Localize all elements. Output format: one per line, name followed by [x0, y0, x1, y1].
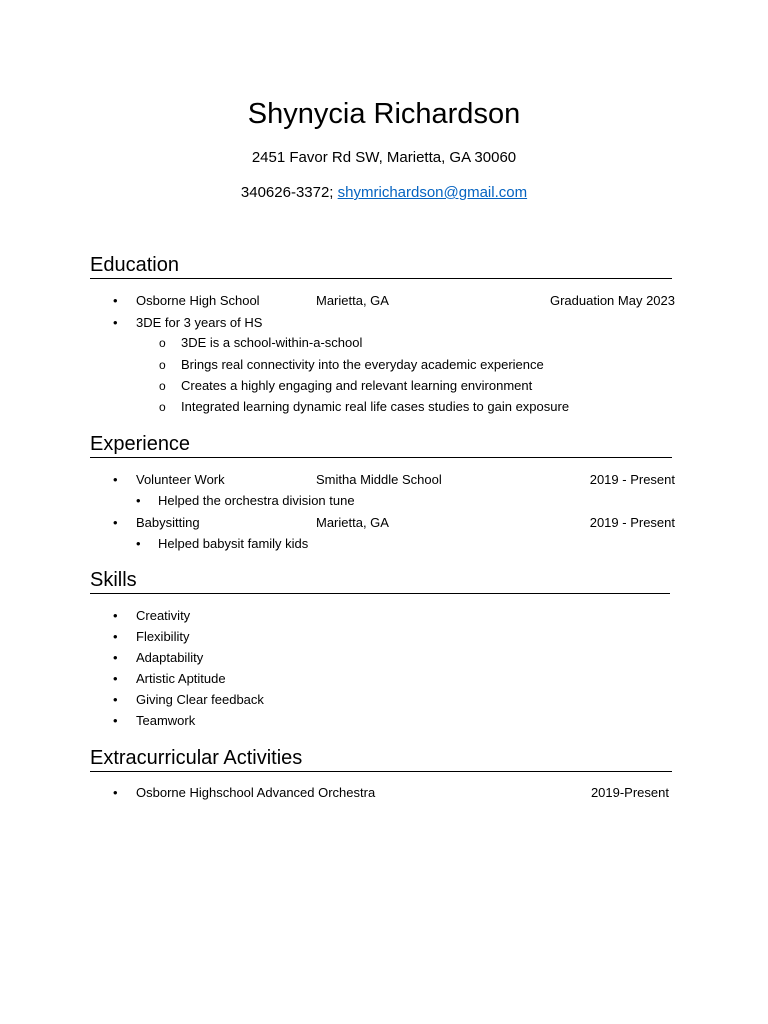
- bullet-icon: •: [113, 692, 118, 707]
- skill-item: [0, 712, 768, 730]
- skill-label: Artistic Aptitude: [136, 671, 226, 686]
- program-name: 3DE for 3 years of HS: [136, 315, 263, 330]
- bullet-icon: •: [113, 515, 118, 530]
- skill-label: Adaptability: [136, 650, 204, 665]
- job-detail: Helped the orchestra division tune: [158, 493, 355, 508]
- bullet-icon: •: [113, 608, 118, 623]
- contact-line: [0, 183, 768, 203]
- education-detail: Integrated learning dynamic real life cases studies to gain exposure: [181, 399, 570, 414]
- skill-label: Giving Clear feedback: [136, 692, 264, 707]
- activity-dates: 2019-Present: [590, 785, 669, 800]
- job-dates: 2019 - Present: [589, 472, 675, 487]
- section-title-skills: Skills: [90, 567, 670, 594]
- education-school-row: [0, 292, 768, 310]
- email-link[interactable]: shymrichardson@gmail.com: [337, 184, 528, 201]
- skill-label: Teamwork: [136, 713, 196, 728]
- bullet-icon: •: [113, 293, 118, 308]
- circle-bullet-icon: o: [159, 379, 166, 393]
- job-role: Babysitting: [136, 515, 200, 530]
- address-line: 2451 Favor Rd SW, Marietta, GA 30060: [251, 149, 517, 166]
- circle-bullet-icon: o: [159, 358, 166, 372]
- skill-item: [0, 607, 768, 625]
- education-detail: Creates a highly engaging and relevant learning environment: [181, 378, 533, 393]
- phone-number: 340626-3372;: [240, 184, 334, 201]
- education-detail: 3DE is a school-within-a-school: [181, 335, 363, 350]
- education-detail: Brings real connectivity into the everyday academic experience: [181, 357, 544, 372]
- skill-label: Creativity: [136, 608, 191, 623]
- skill-item: [0, 628, 768, 646]
- job-place: Smitha Middle School: [316, 472, 442, 487]
- skill-label: Flexibility: [136, 629, 190, 644]
- bullet-icon: •: [113, 785, 118, 800]
- experience-detail-row: [0, 535, 768, 553]
- school-location: Marietta, GA: [316, 293, 389, 308]
- bullet-icon: •: [113, 650, 118, 665]
- job-place: Marietta, GA: [316, 515, 389, 530]
- job-role: Volunteer Work: [136, 472, 225, 487]
- circle-bullet-icon: o: [159, 400, 166, 414]
- section-title-experience: Experience: [90, 431, 672, 458]
- bullet-icon: •: [136, 536, 141, 551]
- bullet-icon: •: [113, 472, 118, 487]
- activity-name: Osborne Highschool Advanced Orchestra: [136, 785, 376, 800]
- job-dates: 2019 - Present: [589, 515, 675, 530]
- experience-row: [0, 471, 768, 489]
- section-title-extracurricular: Extracurricular Activities: [90, 745, 672, 772]
- skill-item: [0, 691, 768, 709]
- experience-detail-row: [0, 492, 768, 510]
- section-title-education: Education: [90, 252, 672, 279]
- education-program-row: [0, 314, 768, 332]
- education-detail-row: [0, 377, 768, 395]
- experience-row: [0, 514, 768, 532]
- job-detail: Helped babysit family kids: [158, 536, 309, 551]
- skill-item: [0, 670, 768, 688]
- education-detail-row: [0, 334, 768, 352]
- extracurricular-row: [0, 784, 768, 802]
- school-name: Osborne High School: [136, 293, 260, 308]
- bullet-icon: •: [113, 713, 118, 728]
- education-detail-row: [0, 398, 768, 416]
- skill-item: [0, 649, 768, 667]
- bullet-icon: •: [136, 493, 141, 508]
- circle-bullet-icon: o: [159, 336, 166, 350]
- bullet-icon: •: [113, 671, 118, 686]
- bullet-icon: •: [113, 629, 118, 644]
- education-detail-row: [0, 356, 768, 374]
- graduation-date: Graduation May 2023: [549, 293, 675, 308]
- candidate-name: Shynycia Richardson: [247, 98, 521, 130]
- bullet-icon: •: [113, 315, 118, 330]
